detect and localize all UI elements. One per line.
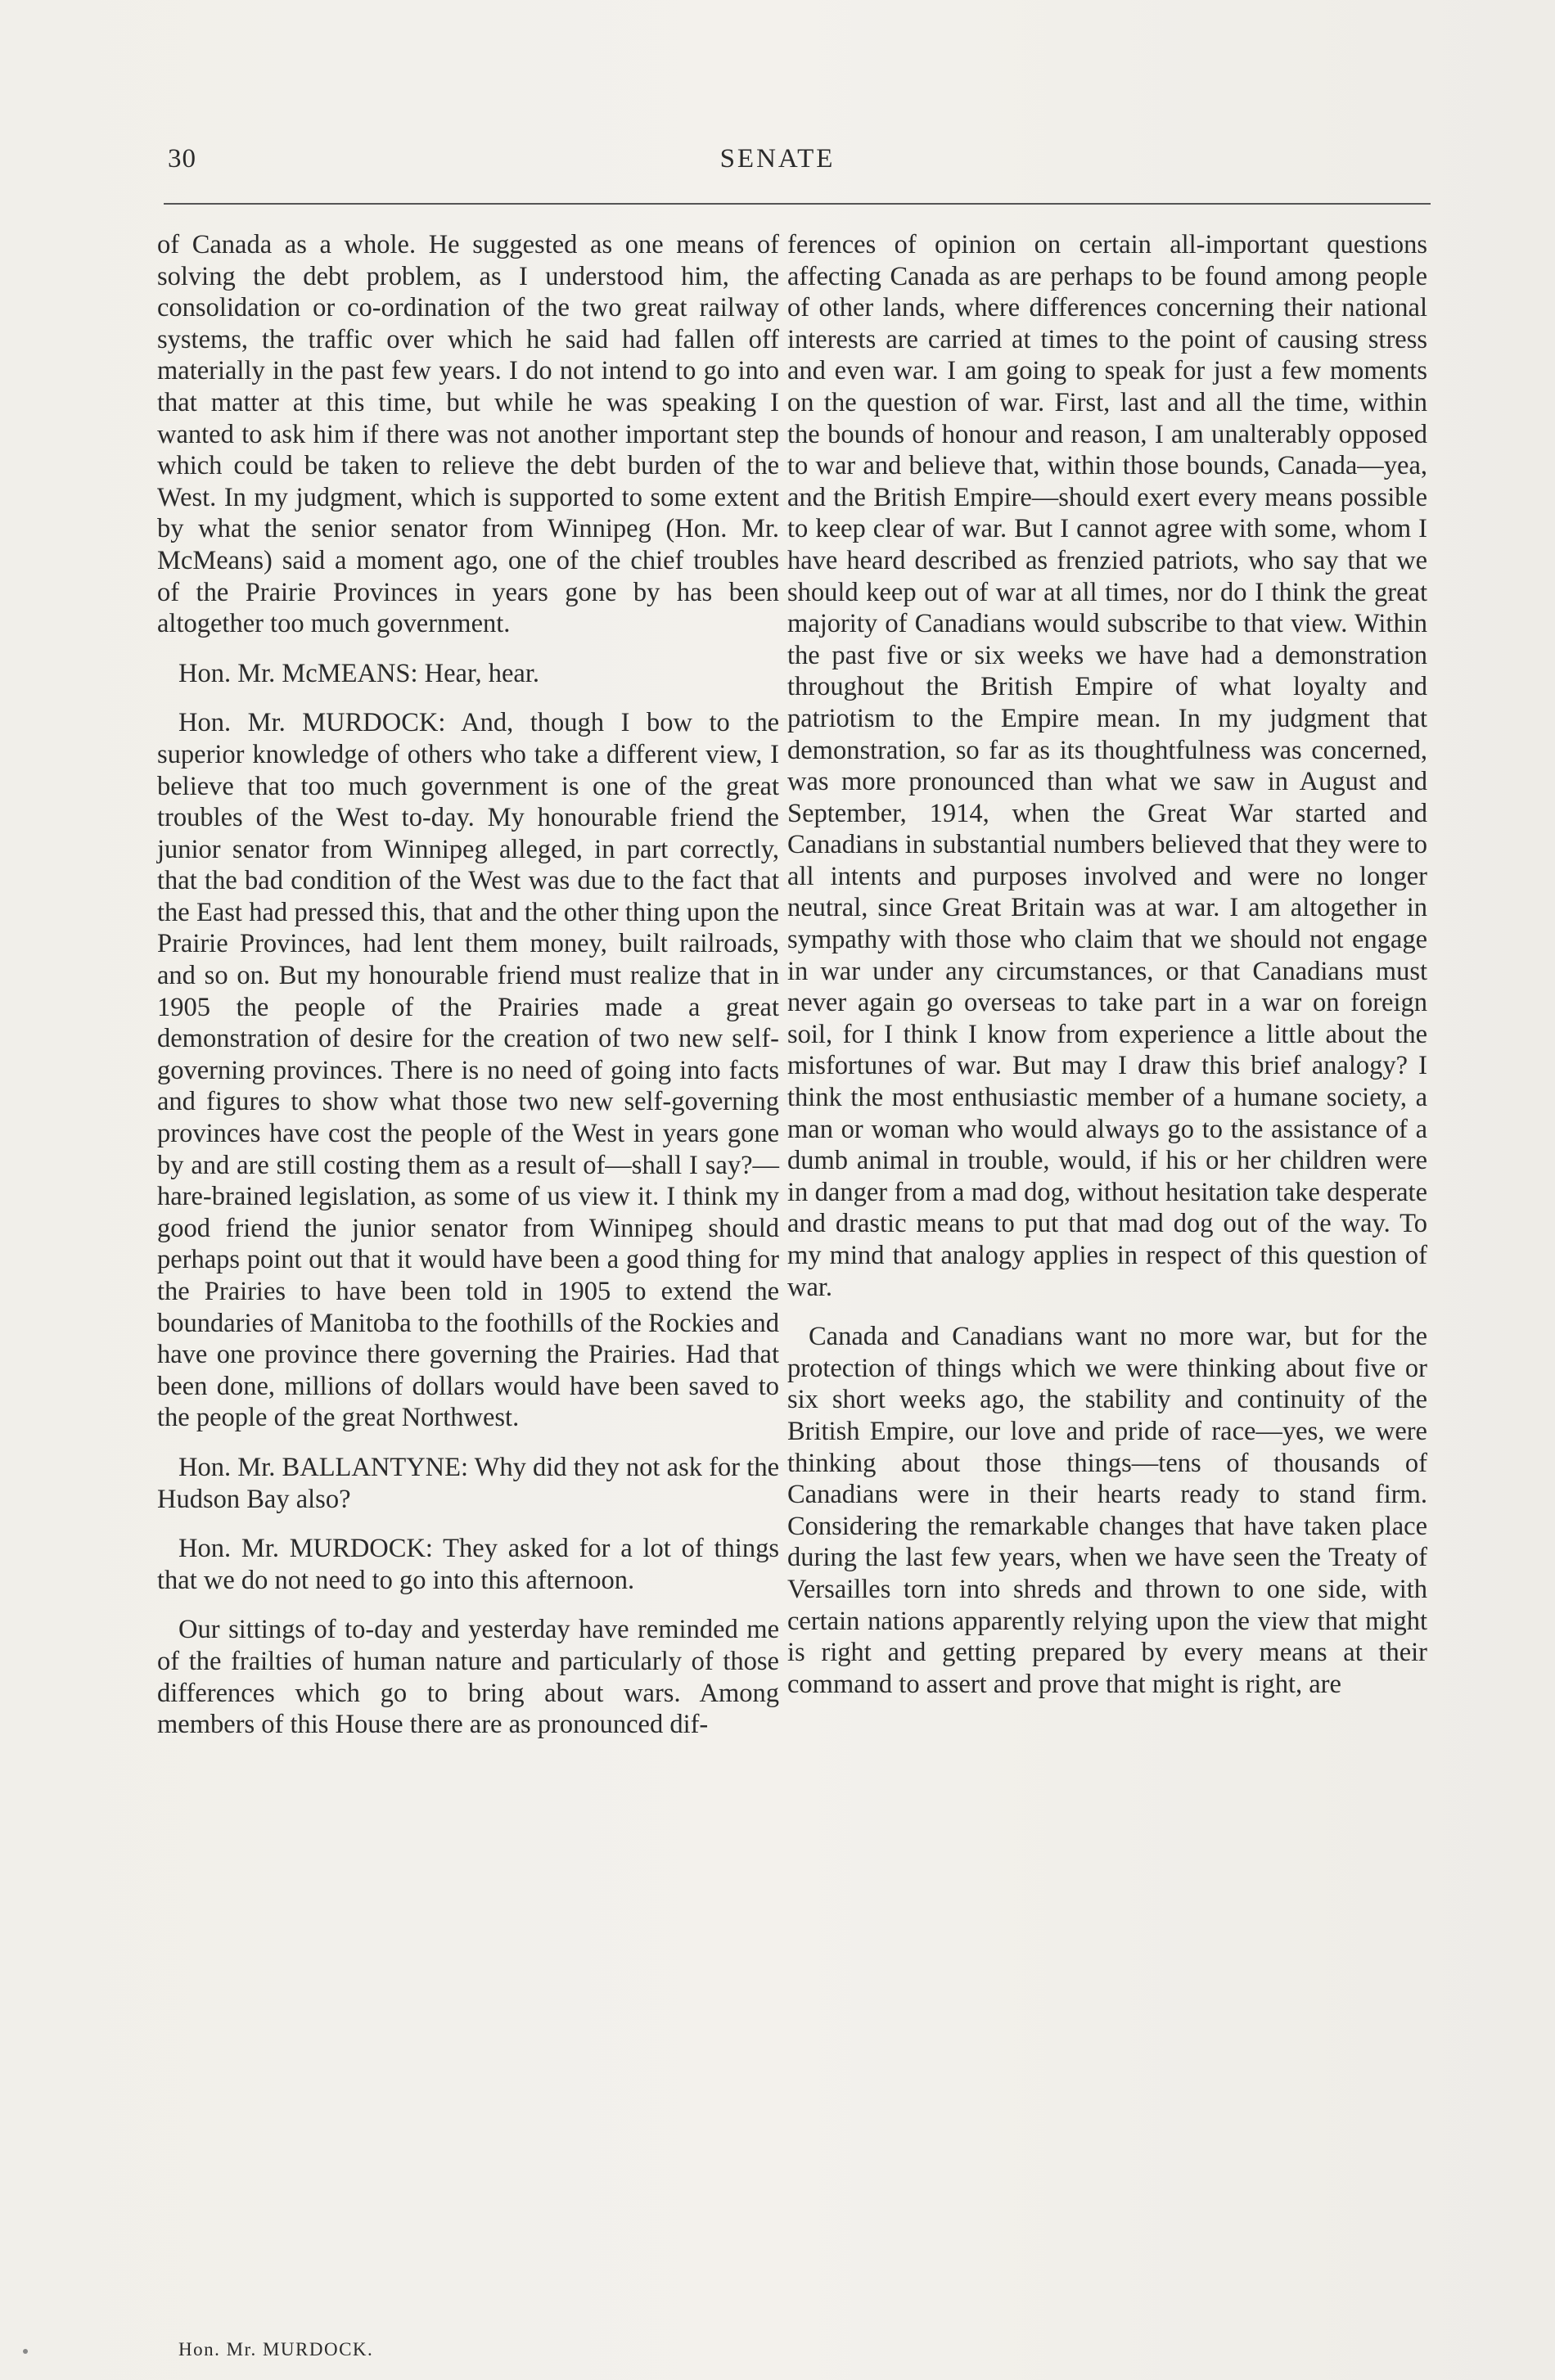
speaker-paragraph: Hon. Mr. MURDOCK: They asked for a lot of things that we do not need to go into this afternoon.: [157, 1534, 779, 1595]
footer-speaker-name: Hon. Mr. MURDOCK.: [178, 2339, 374, 2360]
right-column: [787, 229, 1427, 1718]
paragraph: Canada and Canadians want no more war, but for the protection of things which we were thinking about five or six short weeks ago, the stability and continuity of the British Empire, our love and pride of race—yes, we were thinking about those things—tens of thousands of Canadians were in their hearts ready to stand firm. Considering the remarkable changes that have taken place during the last few years, when we have seen the Treaty of Versailles torn into shreds and thrown to one side, with certain nations apparently relying upon the view that might is right and getting prepared by every means at their command to assert and prove that might is right, are: [787, 1322, 1427, 1699]
speaker-paragraph: Hon. Mr. McMEANS: Hear, hear.: [178, 658, 539, 688]
page-number: 30: [168, 144, 196, 174]
paragraph: of Canada as a whole. He suggested as one means of solving the debt problem, as I understood him, the consolidation or co-ordination of the two great railway systems, the traffic over which he said had fallen off materially in the past few years. I do not intend to go into that matter at this time, but while he was speaking I wanted to ask him if there was not another important step which could be taken to relieve the debt burden of the West. In my judgment, which is supported to some extent by what the senior senator from Winnipeg (Hon. Mr. McMeans) said a moment ago, one of the chief troubles of the Prairie Provinces in years gone by has been altogether too much government.: [157, 230, 779, 639]
speaker-paragraph: Hon. Mr. MURDOCK: And, though I bow to the superior knowledge of others who take a different view, I believe that too much government is one of the great troubles of the West to-day. My honourable friend the junior senator from Winnipeg alleged, in part correctly, that the bad condition of the West was due to the fact that the East had pressed this, that and the other thing upon the Prairie Provinces, had lent them money, built railroads, and so on. But my honourable friend must realize that in 1905 the people of the Prairies made a great demonstration of desire for the creation of two new self-governing provinces. There is no need of going into facts and figures to show what those two new self-governing provinces have cost the people of the West in years gone by and are still costing them as a result of—shall I say?—hare-brained legislation, as some of us view it. I think my good friend the junior senator from Winnipeg should perhaps point out that it would have been a good thing for the Prairies to have been told in 1905 to extend the boundaries of Manitoba to the foothills of the Rockies and have one province there governing the Prairies. Had that been done, millions of dollars would have been saved to the people of the great Northwest.: [157, 708, 779, 1433]
speaker-paragraph: Hon. Mr. BALLANTYNE: Why did they not ask for the Hudson Bay also?: [157, 1452, 779, 1514]
left-column: [157, 229, 779, 1759]
paragraph: ferences of opinion on certain all-important questions affecting Canada as are perhaps to be found among people of other lands, where differences concerning their national interests are carried at times to the point of causing stress and even war. I am going to speak for just a few moments on the question of war. First, last and all the time, within the bounds of honour and reason, I am unalterably opposed to war and believe that, within those bounds, Canada—yea, and the British Empire—should exert every means possible to keep clear of war. But I cannot agree with some, whom I have heard described as frenzied patriots, who say that we should keep out of war at all times, nor do I think the great majority of Canadians would subscribe to that view. Within the past five or six weeks we have had a demonstration throughout the British Empire of what loyalty and patriotism to the Empire mean. In my judgment that demonstration, so far as its thoughtfulness was concerned, was more pronounced than what we saw in August and September, 1914, when the Great War started and Canadians in substantial numbers believed that they were to all intents and purposes involved and were no longer neutral, since Great Britain was at war. I am altogether in sympathy with those who claim that we should not engage in war under any circumstances, or that Canadians must never again go overseas to take part in a war on foreign soil, for I think I know from experience a little about the misfortunes of war. But may I draw this brief analogy? I think the most enthusiastic member of a humane society, a man or woman who would always go to the assistance of a dumb animal in trouble, would, if his or her children were in danger from a mad dog, without hesitation take desperate and drastic means to put that mad dog out of the way. To my mind that analogy applies in respect of this question of war.: [787, 230, 1427, 1302]
running-head: SENATE: [719, 144, 836, 174]
paragraph: Our sittings of to-day and yesterday have reminded me of the frailties of human nature and particularly of those differences which go to bring about wars. Among members of this House there are as pronounced dif-: [157, 1615, 779, 1740]
header-rule: [164, 203, 1431, 205]
margin-mark: [23, 2349, 28, 2354]
